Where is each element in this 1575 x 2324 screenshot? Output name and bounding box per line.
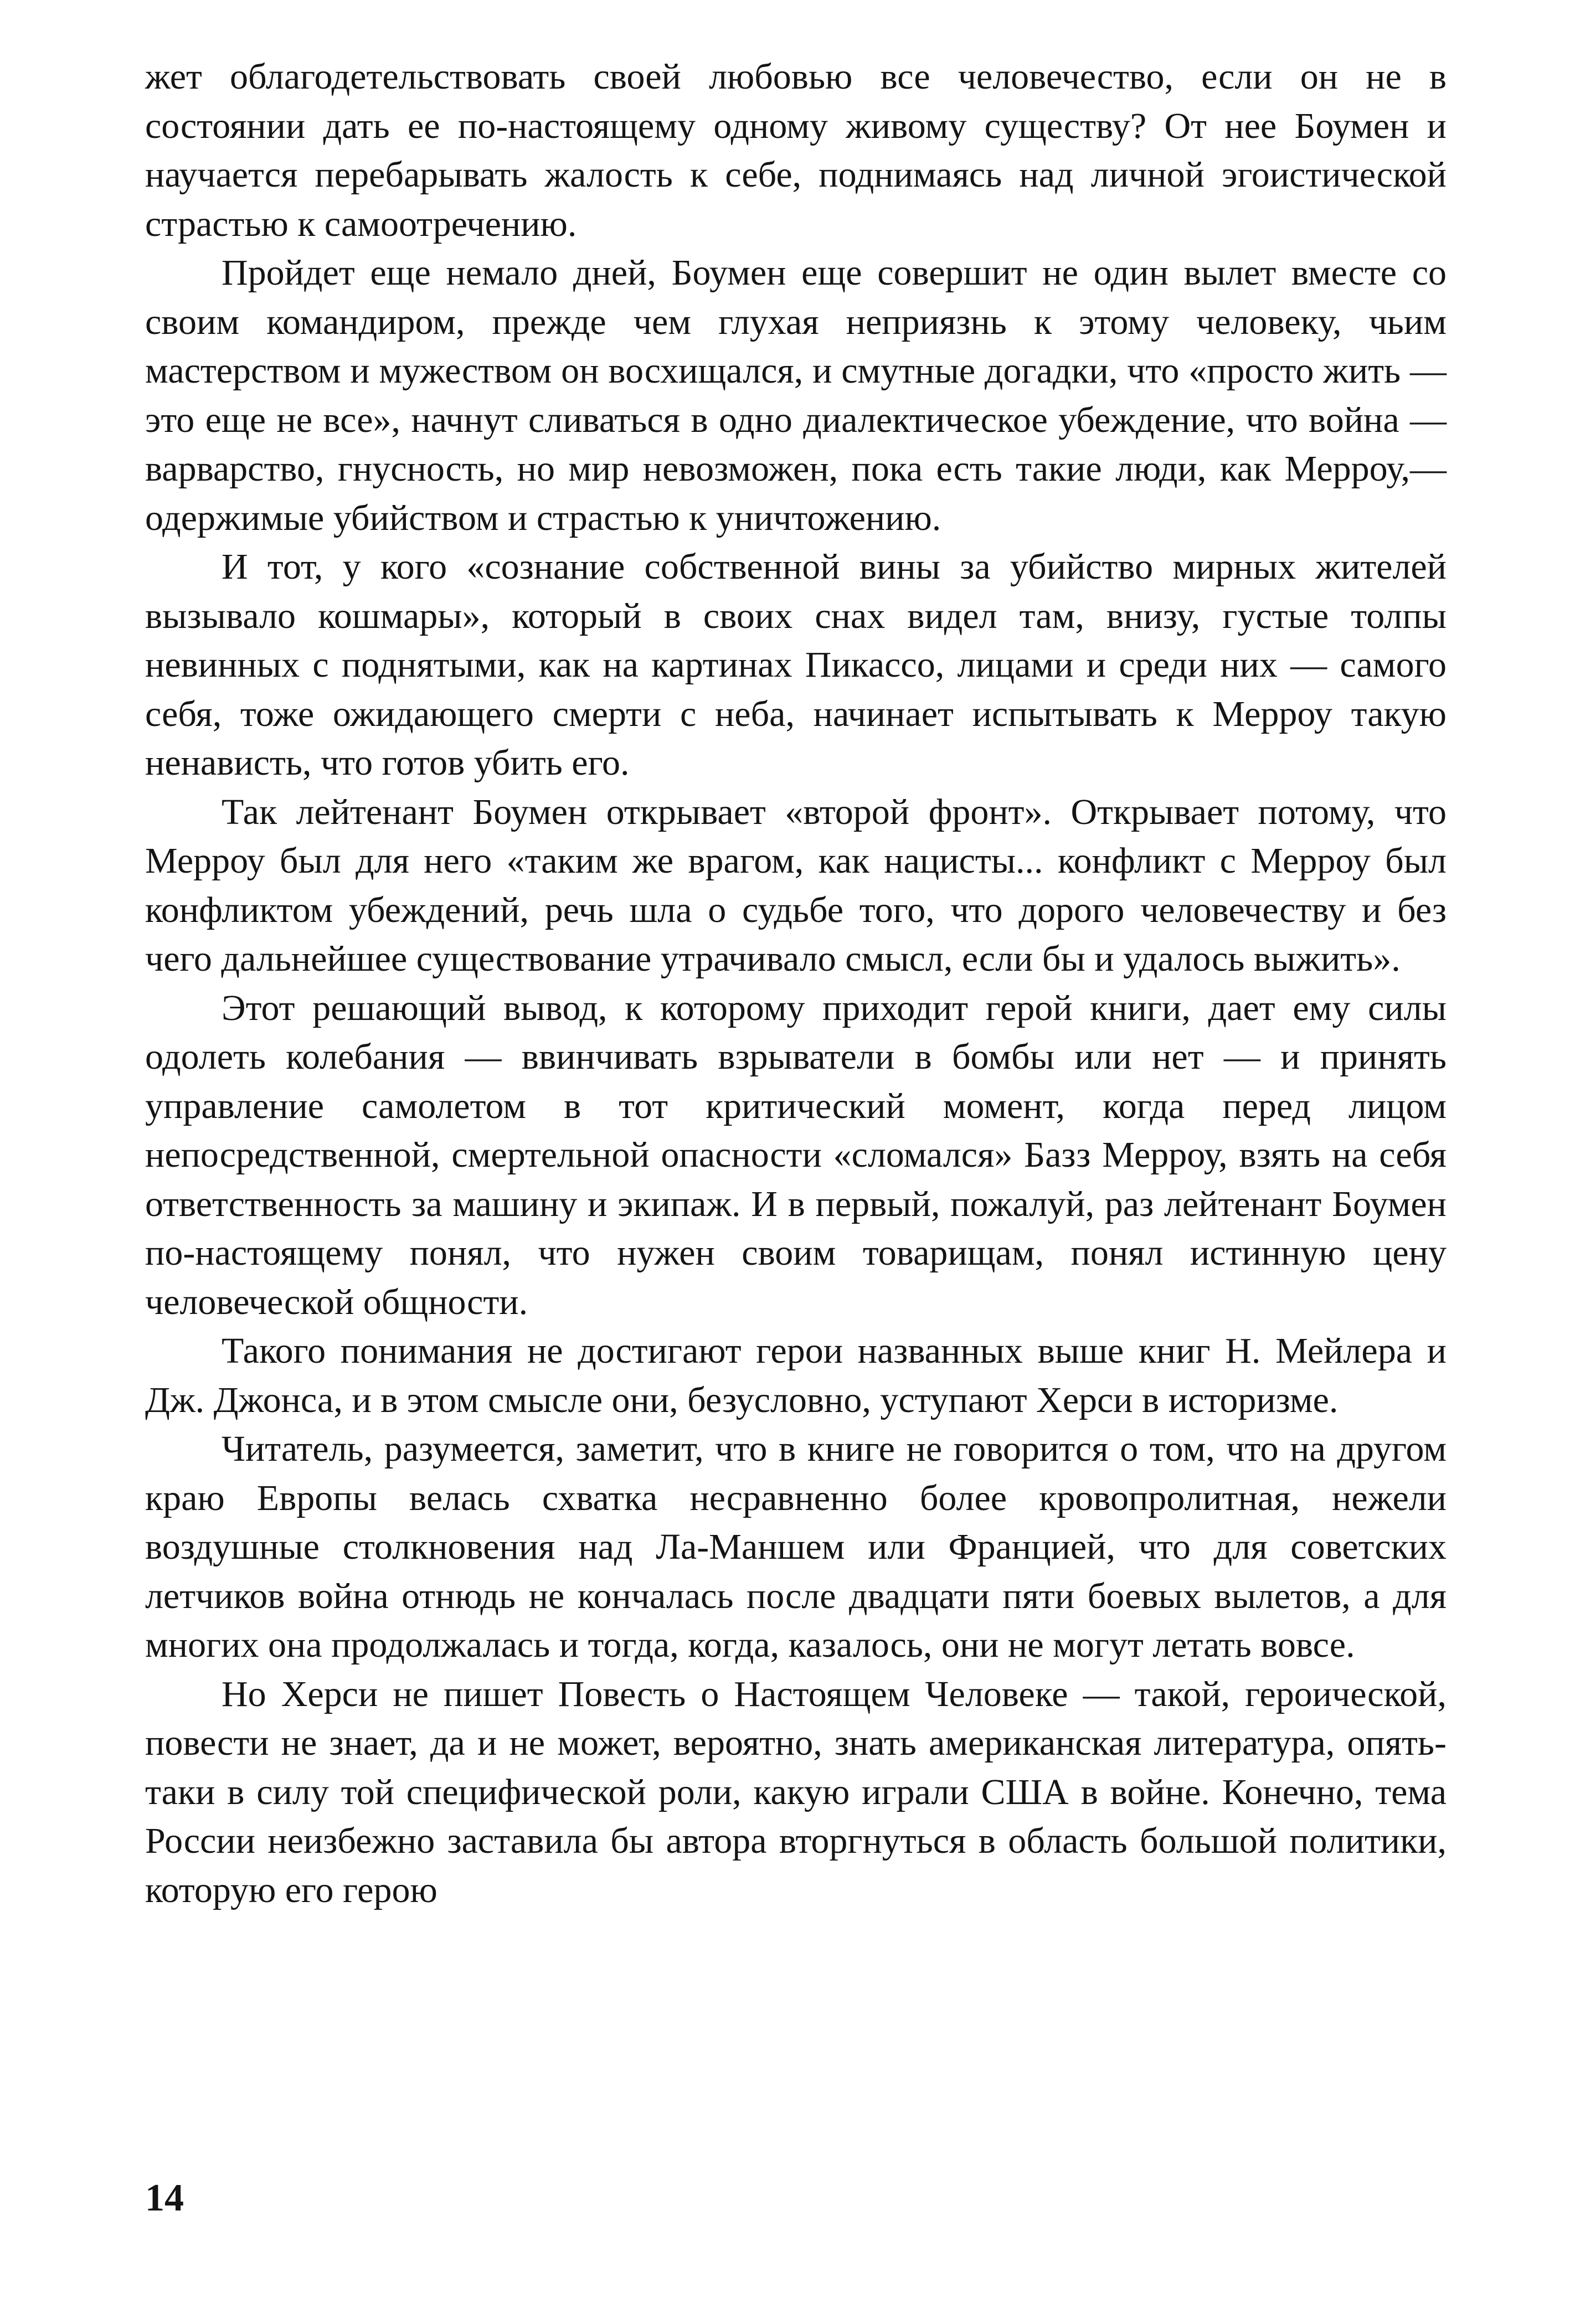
page-text-body — [145, 53, 1447, 1915]
paragraph-4: Так лейтенант Боумен открывает «второй фронт». Открывает потому, что Мерроу был для него «таким же врагом, как нацисты... конфликт с Мерроу был конфликтом убеждений, речь шла о судьбе того, что дорого человечеству и без чего дальнейшее существование утрачивало смысл, если бы и удалось выжить». — [145, 791, 1447, 979]
paragraph-8: Но Херси не пишет Повесть о Настоящем Человеке — такой, героической, повести не знает, да и не может, вероятно, знать американская литература, опять-таки в силу той специфической роли, какую играли США в войне. Конечно, тема России неизбежно заставила бы автора вторгнуться в область большой политики, которую его герою — [145, 1673, 1447, 1910]
paragraph-6: Такого понимания не достигают герои названных выше книг Н. Мейлера и Дж. Джонса, и в этом смысле они, безусловно, уступают Херси в историзме. — [145, 1331, 1447, 1420]
paragraph-1: жет облагодетельствовать своей любовью все человечество, если он не в состоянии дать ее по-настоящему одному живому существу? От нее Боумен и научается перебарывать жалость к себе, поднимаясь над личной эгоистической страстью к самоотречению. — [145, 56, 1447, 244]
paragraph-7: Читатель, разумеется, заметит, что в книге не говорится о том, что на другом краю Европы велась схватка несравненно более кровопролитная, нежели воздушные столкновения над Ла-Маншем или Францией, что для советских летчиков война отнюдь не кончалась после двадцати пяти боевых вылетов, а для многих она продолжалась и тогда, когда, казалось, они не могут летать вовсе. — [145, 1429, 1447, 1665]
paragraph-2: Пройдет еще немало дней, Боумен еще совершит не один вылет вместе со своим командиром, прежде чем глухая неприязнь к этому человеку, чьим мастерством и мужеством он восхищался, и смутные догадки, что «просто жить — это еще не все», начнут сливаться в одно диалектическое убеждение, что война — варварство, гнусность, но мир невозможен, пока есть такие люди, как Мерроу,— одержимые убийством и страстью к уничтожению. — [145, 253, 1447, 538]
paragraph-3: И тот, у кого «сознание собственной вины за убийство мирных жителей вызывало кошмары», который в своих снах видел там, внизу, густые толпы невинных с поднятыми, как на картинах Пикассо, лицами и среди них — самого себя, тоже ожидающего смерти с неба, начинает испытывать к Мерроу такую ненависть, что готов убить его. — [145, 547, 1447, 783]
paragraph-5: Этот решающий вывод, к которому приходит герой книги, дает ему силы одолеть колебания — ввинчивать взрыватели в бомбы или нет — и принять управление самолетом в тот критический момент, когда перед лицом непосредственной, смертельной опасности «сломался» Базз Мерроу, взять на себя ответственность за машину и экипаж. И в первый, пожалуй, раз лейтенант Боумен по-настоящему понял, что нужен своим товарищам, понял истинную цену человеческой общности. — [145, 987, 1447, 1322]
page-number: 14 — [145, 2177, 184, 2219]
